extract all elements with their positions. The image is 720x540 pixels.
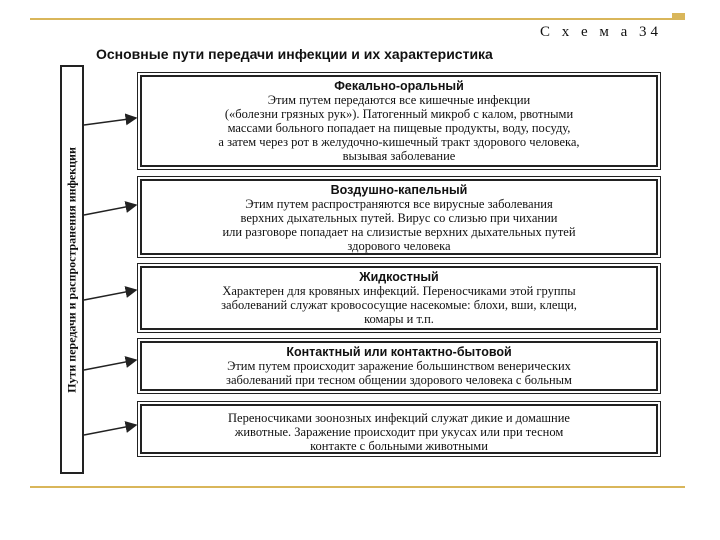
route-text-line: а затем через рот в желудочно-кишечный тракт здорового человека,: [218, 135, 580, 149]
route-text-line: Переносчиками зоонозных инфекций служат дикие и домашние: [228, 411, 570, 425]
route-text-line: заболеваний служат кровососущие насекомые: блохи, вши, клещи,: [221, 298, 577, 312]
route-box-contact: [140, 341, 658, 391]
route-text-line: вызывая заболевание: [342, 149, 456, 163]
route-box-fecal-oral: [140, 75, 658, 167]
route-heading: Жидкостный: [359, 270, 439, 284]
route-text-line: заболеваний при тесном общении здорового человека с больным: [226, 373, 572, 387]
scheme-number: С х е м а 34: [539, 24, 662, 40]
route-text-line: («болезни грязных рук»). Патогенный микроб с калом, рвотными: [224, 107, 574, 121]
arrow-5: [84, 425, 136, 435]
arrow-2: [84, 205, 136, 215]
route-box-liquid: [140, 266, 658, 330]
route-text-line: контакте с больными животными: [310, 439, 488, 453]
route-heading: Контактный или контактно-бытовой: [286, 345, 512, 359]
route-heading: Фекально-оральный: [334, 79, 464, 93]
route-text-line: животные. Заражение происходит при укусах или при тесном: [234, 425, 564, 439]
diagram-title: Основные пути передачи инфекции и их характеристика: [96, 46, 493, 62]
arrow-1: [84, 118, 136, 125]
bottom-rule: [30, 486, 685, 488]
route-text-line: Этим путем происходит заражение большинством венерических: [227, 359, 571, 373]
route-text-line: массами больного попадает на пищевые продукты, воду, посуду,: [227, 121, 571, 135]
route-text-line: Характерен для кровяных инфекций. Переносчиками этой группы: [222, 284, 576, 298]
route-heading: Воздушно-капельный: [330, 183, 468, 197]
route-text-line: здорового человека: [347, 239, 451, 253]
arrow-4: [84, 360, 136, 370]
side-category-label: Пути передачи и распространения инфекции: [64, 146, 79, 393]
route-text-line: или разговоре попадает на слизистые верхних дыхательных путей: [222, 225, 576, 239]
route-text-line: комары и т.п.: [364, 312, 434, 326]
route-text-line: верхних дыхательных путей. Вирус со слизью при чихании: [240, 211, 558, 225]
route-text-line: Этим путем распространяются все вирусные заболевания: [245, 197, 553, 211]
route-box-zoonotic: [140, 404, 658, 454]
arrow-3: [84, 290, 136, 300]
route-text-line: Этим путем передаются все кишечные инфекции: [267, 93, 531, 107]
route-box-airborne: [140, 179, 658, 255]
